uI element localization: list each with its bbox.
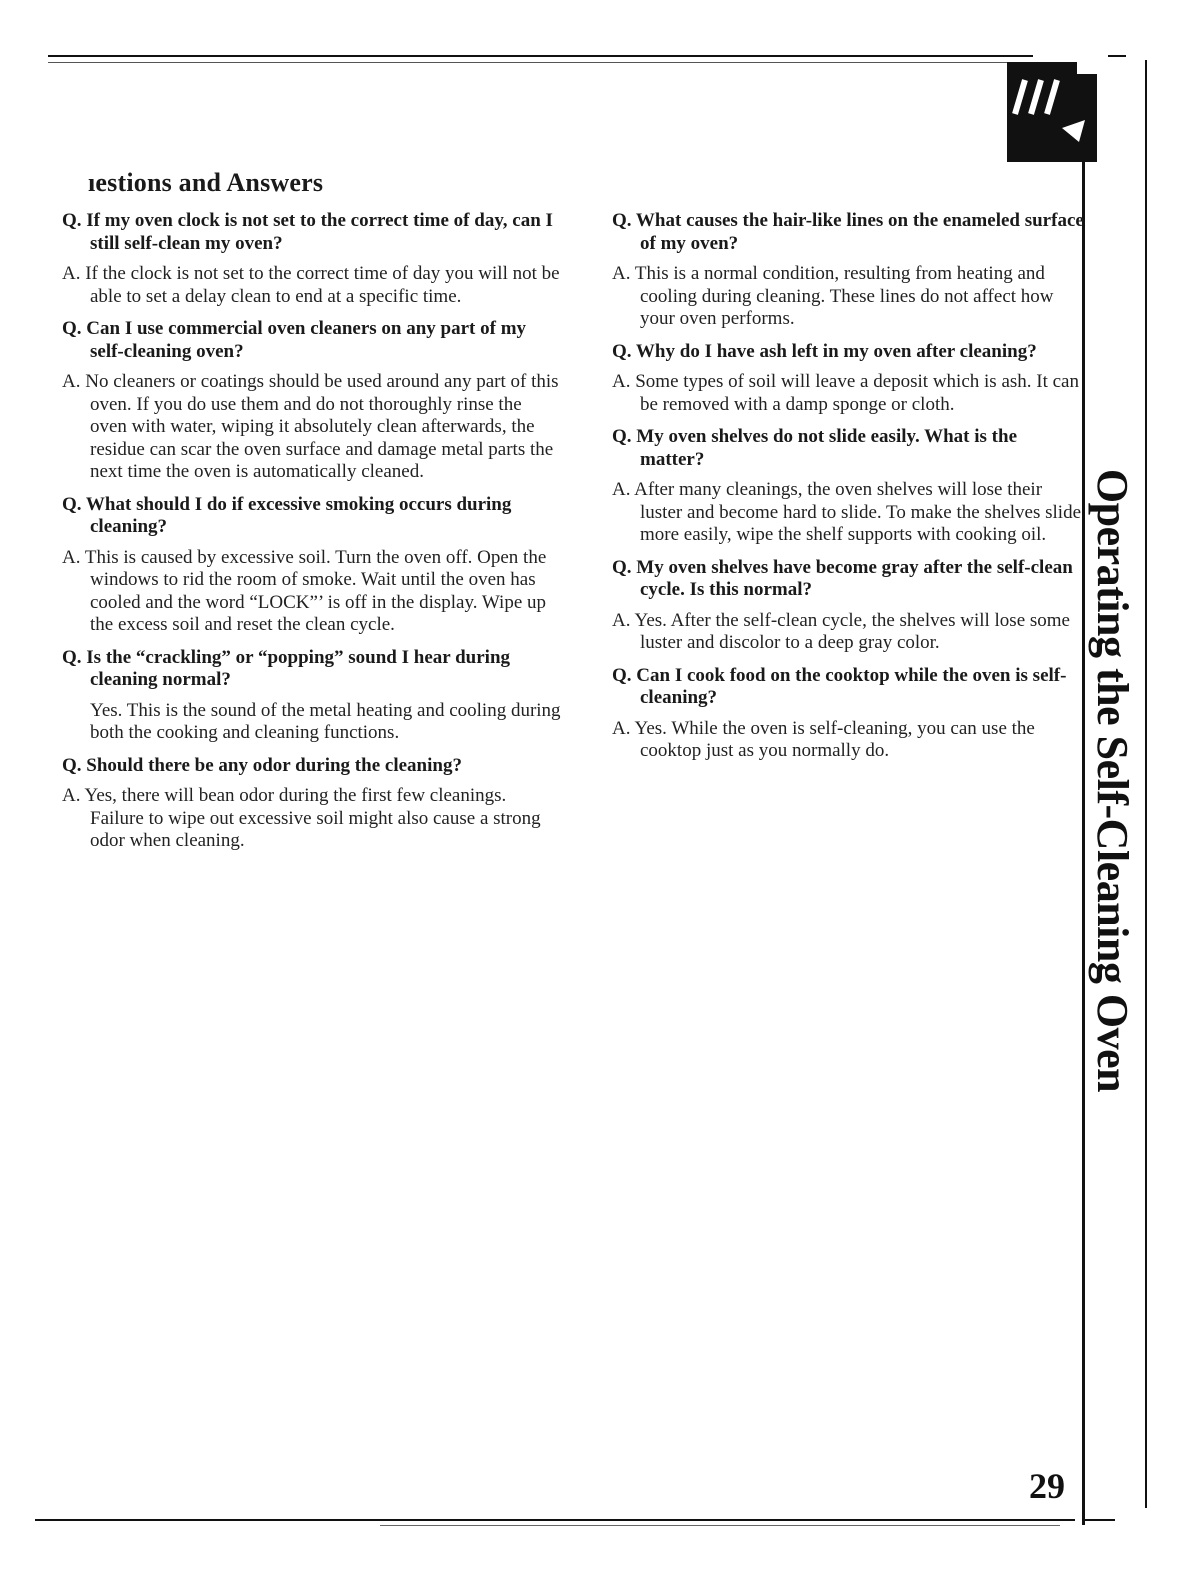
top-rule-right [1108,55,1126,57]
question: Q. My oven shelves have become gray after the self-clean cycle. Is this normal? [612,556,1073,600]
qa-item [62,647,562,745]
bottom-rule-right [1085,1519,1115,1521]
qa-item [612,210,1084,331]
question: Q. Can I cook food on the cooktop while the oven is self-cleaning? [612,664,1067,708]
right-column [612,210,1084,773]
answer: A. If the clock is not set to the correct time of day you will not be able to set a delay clean to end at a specific time. [62,263,560,307]
question: Q. What should I do if excessive smoking occurs during cleaning? [62,493,512,537]
answer: A. This is a normal condition, resulting from heating and cooling during cleaning. These lines do not affect how your oven performs. [612,263,1054,329]
answer: A. Yes. While the oven is self-cleaning, you can use the cooktop just as you normally do. [612,717,1035,761]
bottom-rule-thin [380,1525,1060,1526]
question: Q. My oven shelves do not slide easily. What is the matter? [612,426,1018,470]
qa-item [62,210,562,308]
qa-item [612,557,1084,655]
question: Q. Can I use commercial oven cleaners on any part of my self-cleaning oven? [62,318,527,362]
section-title: ıestions and Answers [88,168,324,197]
side-tab-label: Operating the Self-Cleaning Oven [1088,468,1138,1092]
answer: A. No cleaners or coatings should be used around any part of this oven. If you do use them and do not thoroughly rinse the oven with water, wiping it absolutely clean afterwards, the residue can scar the oven surface and damage metal parts the next time the oven is automatically cleaned. [62,371,559,482]
answer: Yes. This is the sound of the metal heating and cooling during both the cooking and cleaning functions. [90,699,561,743]
qa-item [612,341,1084,417]
top-rule-thin [48,62,1008,63]
qa-item [612,665,1084,763]
question: Q. Is the “crackling” or “popping” sound I hear during cleaning normal? [62,646,511,690]
top-rule [48,55,1033,57]
answer: A. This is caused by excessive soil. Turn the oven off. Open the windows to rid the room of smoke. Wait until the oven has cooled and the word “LOCK”’ is off in the display. Wipe up the excess soil and reset the clean cycle. [62,546,547,635]
qa-item [62,494,562,637]
oven-section-icon [1007,62,1097,162]
qa-item [62,755,562,853]
question: Q. Why do I have ash left in my oven after cleaning? [612,340,1037,362]
qa-item [612,426,1084,547]
answer: A. After many cleanings, the oven shelves will lose their luster and become hard to slide. To make the shelves slide more easily, wipe the shelf supports with cooking oil. [612,479,1082,545]
outer-margin-line [1145,60,1147,1508]
bottom-rule [35,1519,1075,1521]
question: Q. What causes the hair-like lines on the enameled surface of my oven? [612,210,1084,254]
answer: A. Yes. After the self-clean cycle, the shelves will lose some luster and discolor to a deep gray color. [612,609,1070,653]
question: Q. If my oven clock is not set to the correct time of day, can I still self-clean my oven? [62,210,553,254]
question: Q. Should there be any odor during the cleaning? [62,754,462,776]
answer: A. Some types of soil will leave a deposit which is ash. It can be removed with a damp sponge or cloth. [612,371,1079,415]
qa-item [62,318,562,484]
side-section-tab [1083,468,1143,1092]
page-number: 29 [1029,1466,1065,1506]
left-column [62,210,562,863]
answer: A. Yes, there will bean odor during the first few cleanings. Failure to wipe out excessive soil might also cause a strong odor when cleaning. [62,785,541,851]
